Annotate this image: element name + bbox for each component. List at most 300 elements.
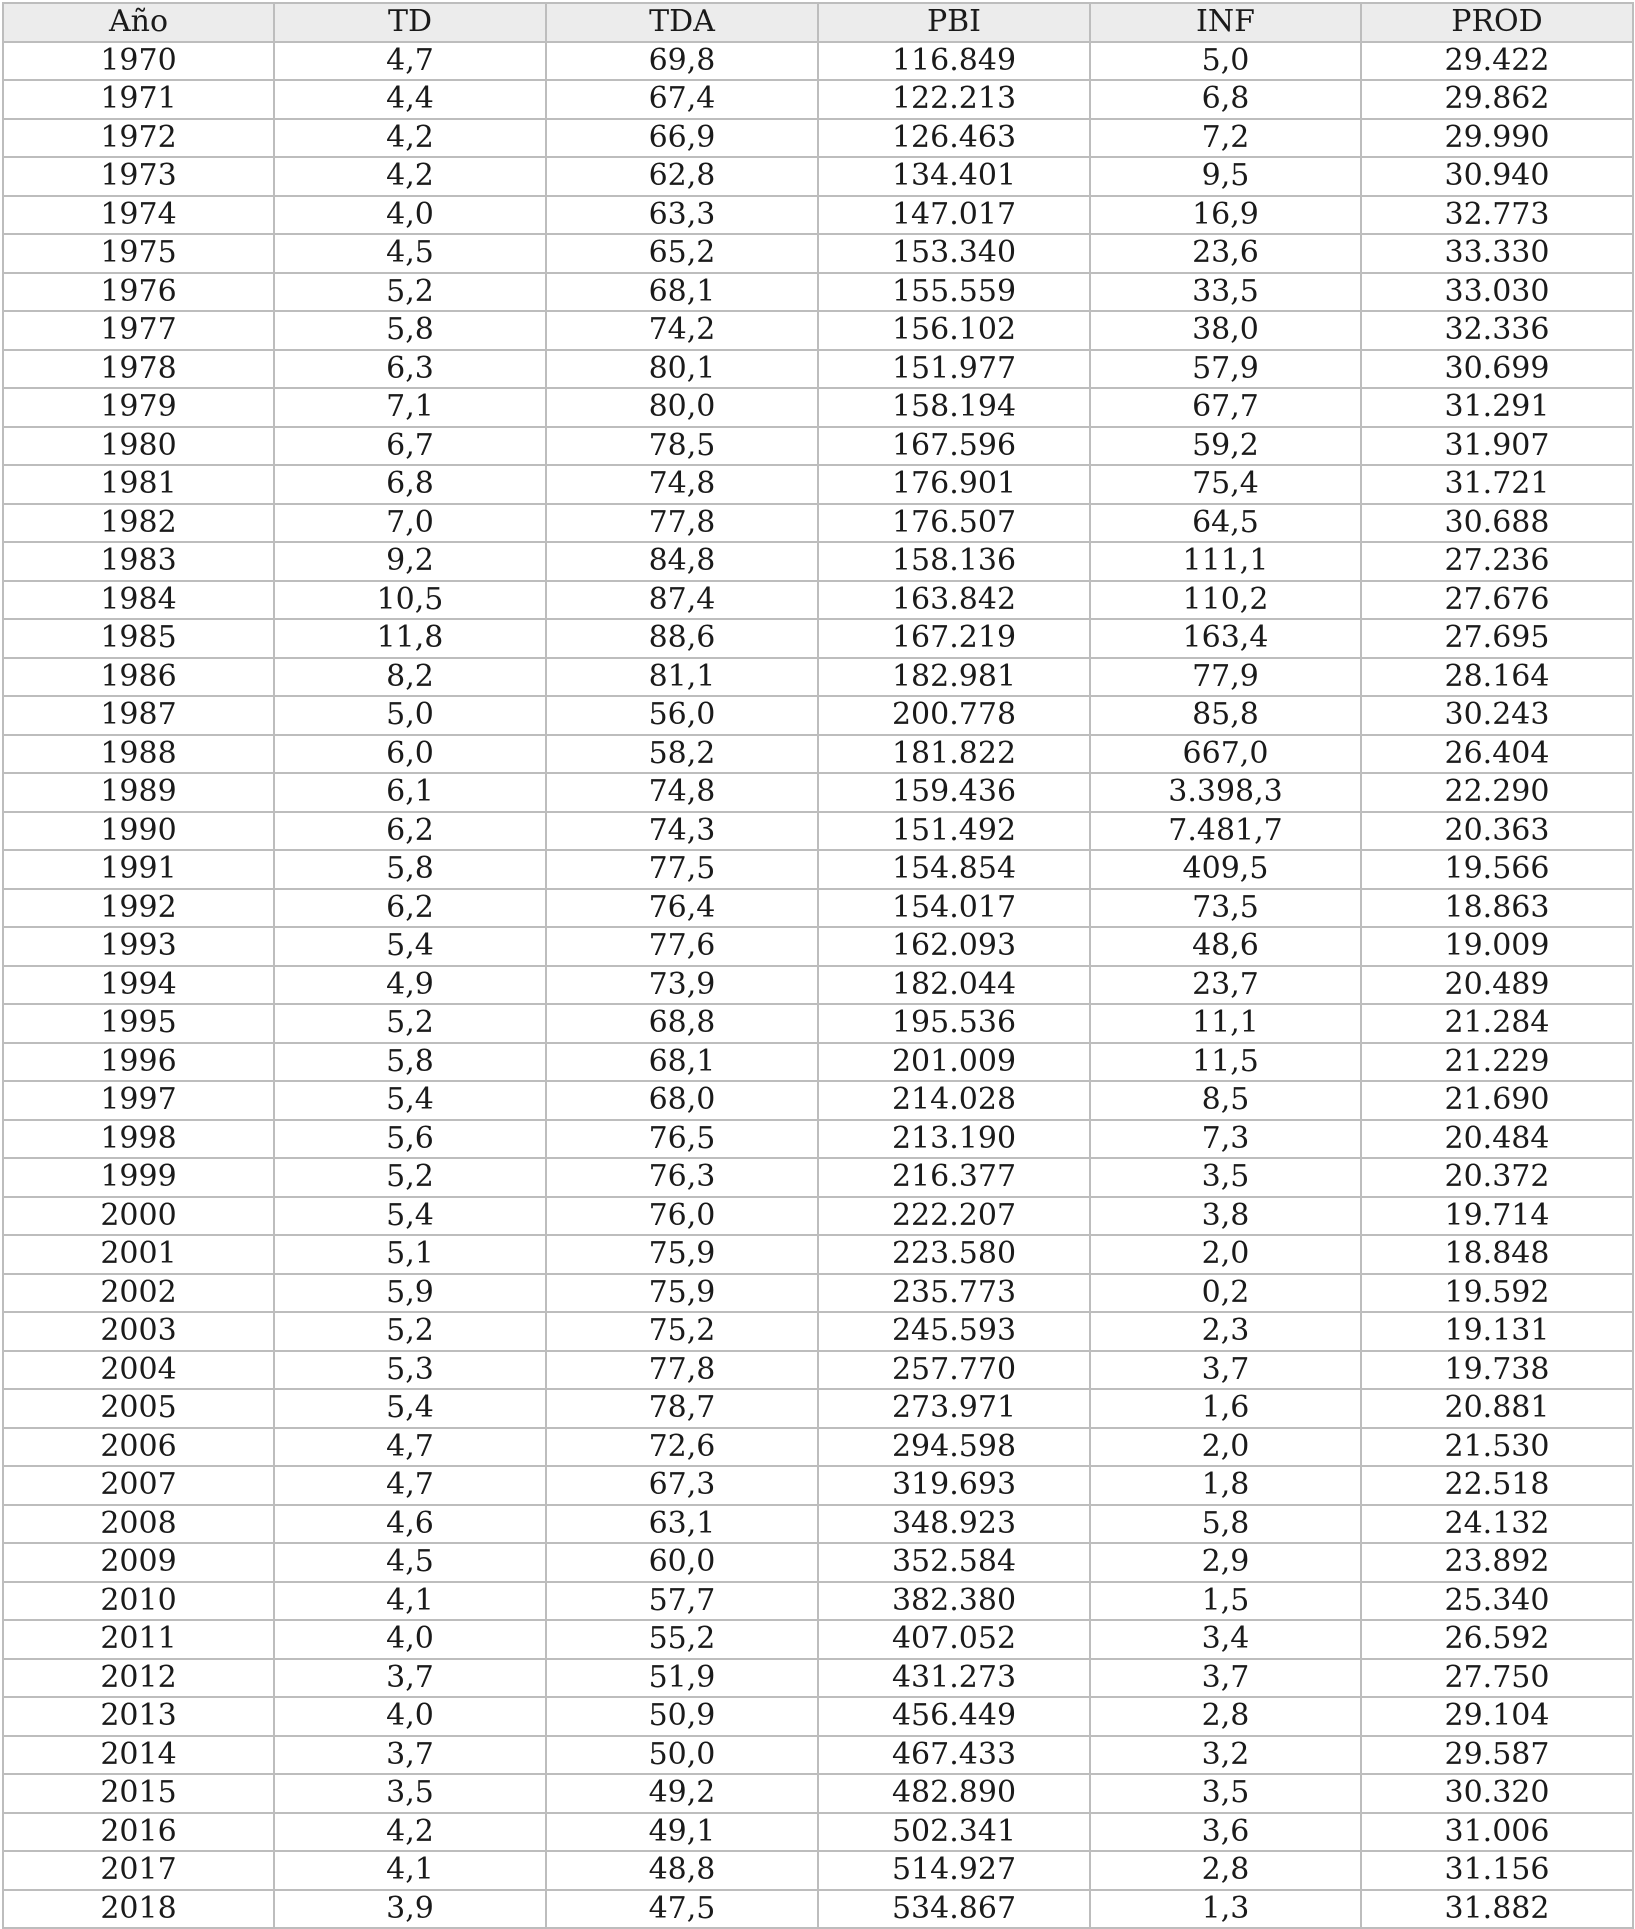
cell-prod: 27.750 — [1361, 1659, 1633, 1698]
table-row — [3, 581, 1633, 620]
table-row — [3, 1004, 1633, 1043]
table-row — [3, 1466, 1633, 1505]
cell-pbi: 153.340 — [818, 234, 1090, 273]
cell-td: 6,2 — [274, 812, 546, 851]
cell-ano: 1985 — [3, 619, 274, 658]
table-row — [3, 350, 1633, 389]
cell-ano: 1986 — [3, 658, 274, 697]
cell-prod: 30.320 — [1361, 1774, 1633, 1813]
cell-td: 5,8 — [274, 1043, 546, 1082]
cell-inf: 73,5 — [1090, 889, 1361, 928]
cell-pbi: 134.401 — [818, 157, 1090, 196]
cell-prod: 29.104 — [1361, 1697, 1633, 1736]
cell-td: 4,0 — [274, 196, 546, 235]
cell-prod: 19.566 — [1361, 850, 1633, 889]
cell-inf: 3,5 — [1090, 1158, 1361, 1197]
cell-ano: 2003 — [3, 1312, 274, 1351]
cell-inf: 2,3 — [1090, 1312, 1361, 1351]
cell-prod: 22.290 — [1361, 773, 1633, 812]
cell-tda: 77,8 — [546, 1351, 818, 1390]
table-row — [3, 1274, 1633, 1313]
cell-ano: 1992 — [3, 889, 274, 928]
cell-tda: 87,4 — [546, 581, 818, 620]
table-row — [3, 1890, 1633, 1929]
cell-tda: 56,0 — [546, 696, 818, 735]
cell-td: 4,0 — [274, 1697, 546, 1736]
cell-ano: 1977 — [3, 311, 274, 350]
cell-td: 5,2 — [274, 1004, 546, 1043]
cell-td: 4,2 — [274, 157, 546, 196]
cell-inf: 75,4 — [1090, 465, 1361, 504]
cell-pbi: 158.136 — [818, 542, 1090, 581]
cell-inf: 163,4 — [1090, 619, 1361, 658]
cell-ano: 1996 — [3, 1043, 274, 1082]
cell-ano: 1995 — [3, 1004, 274, 1043]
cell-tda: 78,5 — [546, 427, 818, 466]
cell-td: 5,1 — [274, 1235, 546, 1274]
cell-inf: 77,9 — [1090, 658, 1361, 697]
cell-ano: 1971 — [3, 80, 274, 119]
cell-inf: 2,9 — [1090, 1543, 1361, 1582]
cell-tda: 65,2 — [546, 234, 818, 273]
cell-td: 6,1 — [274, 773, 546, 812]
cell-ano: 2002 — [3, 1274, 274, 1313]
cell-td: 6,8 — [274, 465, 546, 504]
cell-prod: 26.592 — [1361, 1620, 1633, 1659]
cell-inf: 3,5 — [1090, 1774, 1361, 1813]
cell-ano: 2000 — [3, 1197, 274, 1236]
column-header-pbi: PBI — [818, 3, 1090, 42]
cell-pbi: 319.693 — [818, 1466, 1090, 1505]
cell-td: 3,9 — [274, 1890, 546, 1929]
cell-pbi: 163.842 — [818, 581, 1090, 620]
cell-inf: 1,6 — [1090, 1389, 1361, 1428]
cell-pbi: 182.044 — [818, 966, 1090, 1005]
cell-td: 5,8 — [274, 311, 546, 350]
cell-tda: 75,9 — [546, 1235, 818, 1274]
cell-inf: 59,2 — [1090, 427, 1361, 466]
cell-td: 4,1 — [274, 1582, 546, 1621]
cell-inf: 1,8 — [1090, 1466, 1361, 1505]
cell-tda: 60,0 — [546, 1543, 818, 1582]
cell-tda: 67,4 — [546, 80, 818, 119]
table-row — [3, 619, 1633, 658]
table-row — [3, 1312, 1633, 1351]
cell-tda: 62,8 — [546, 157, 818, 196]
cell-ano: 2013 — [3, 1697, 274, 1736]
cell-pbi: 167.596 — [818, 427, 1090, 466]
cell-pbi: 155.559 — [818, 273, 1090, 312]
cell-inf: 9,5 — [1090, 157, 1361, 196]
cell-prod: 29.862 — [1361, 80, 1633, 119]
cell-pbi: 158.194 — [818, 388, 1090, 427]
cell-prod: 31.156 — [1361, 1851, 1633, 1890]
cell-tda: 49,2 — [546, 1774, 818, 1813]
cell-prod: 19.131 — [1361, 1312, 1633, 1351]
table-row — [3, 427, 1633, 466]
cell-pbi: 176.507 — [818, 504, 1090, 543]
table-row — [3, 658, 1633, 697]
cell-inf: 64,5 — [1090, 504, 1361, 543]
table-row — [3, 1081, 1633, 1120]
cell-ano: 1981 — [3, 465, 274, 504]
cell-tda: 63,3 — [546, 196, 818, 235]
cell-prod: 19.592 — [1361, 1274, 1633, 1313]
table-header — [3, 3, 1633, 42]
cell-ano: 1990 — [3, 812, 274, 851]
cell-tda: 47,5 — [546, 1890, 818, 1929]
cell-td: 4,1 — [274, 1851, 546, 1890]
cell-tda: 80,1 — [546, 350, 818, 389]
table-row — [3, 773, 1633, 812]
cell-inf: 6,8 — [1090, 80, 1361, 119]
cell-td: 4,9 — [274, 966, 546, 1005]
cell-pbi: 456.449 — [818, 1697, 1090, 1736]
cell-ano: 2001 — [3, 1235, 274, 1274]
cell-ano: 1994 — [3, 966, 274, 1005]
cell-inf: 67,7 — [1090, 388, 1361, 427]
table-row — [3, 1736, 1633, 1775]
cell-inf: 48,6 — [1090, 927, 1361, 966]
cell-ano: 1976 — [3, 273, 274, 312]
cell-ano: 2009 — [3, 1543, 274, 1582]
cell-td: 6,2 — [274, 889, 546, 928]
cell-td: 5,4 — [274, 1389, 546, 1428]
cell-inf: 0,2 — [1090, 1274, 1361, 1313]
data-table — [2, 2, 1634, 1929]
cell-pbi: 156.102 — [818, 311, 1090, 350]
cell-pbi: 159.436 — [818, 773, 1090, 812]
cell-inf: 3,4 — [1090, 1620, 1361, 1659]
table-row — [3, 1774, 1633, 1813]
cell-tda: 50,0 — [546, 1736, 818, 1775]
cell-inf: 667,0 — [1090, 735, 1361, 774]
cell-td: 8,2 — [274, 658, 546, 697]
cell-pbi: 147.017 — [818, 196, 1090, 235]
cell-ano: 2010 — [3, 1582, 274, 1621]
cell-td: 10,5 — [274, 581, 546, 620]
cell-tda: 74,8 — [546, 773, 818, 812]
cell-pbi: 431.273 — [818, 1659, 1090, 1698]
cell-td: 4,0 — [274, 1620, 546, 1659]
cell-inf: 8,5 — [1090, 1081, 1361, 1120]
cell-prod: 31.721 — [1361, 465, 1633, 504]
cell-td: 5,4 — [274, 1197, 546, 1236]
cell-pbi: 482.890 — [818, 1774, 1090, 1813]
cell-pbi: 467.433 — [818, 1736, 1090, 1775]
cell-prod: 19.738 — [1361, 1351, 1633, 1390]
cell-prod: 20.372 — [1361, 1158, 1633, 1197]
cell-prod: 18.863 — [1361, 889, 1633, 928]
cell-inf: 5,0 — [1090, 42, 1361, 81]
cell-ano: 1999 — [3, 1158, 274, 1197]
cell-tda: 67,3 — [546, 1466, 818, 1505]
cell-ano: 2011 — [3, 1620, 274, 1659]
cell-pbi: 182.981 — [818, 658, 1090, 697]
cell-ano: 1974 — [3, 196, 274, 235]
cell-inf: 11,5 — [1090, 1043, 1361, 1082]
table-row — [3, 311, 1633, 350]
cell-ano: 2012 — [3, 1659, 274, 1698]
cell-td: 4,7 — [274, 1428, 546, 1467]
cell-ano: 1983 — [3, 542, 274, 581]
table-row — [3, 735, 1633, 774]
cell-inf: 23,7 — [1090, 966, 1361, 1005]
cell-td: 4,2 — [274, 1813, 546, 1852]
table-row — [3, 273, 1633, 312]
cell-prod: 21.284 — [1361, 1004, 1633, 1043]
cell-prod: 24.132 — [1361, 1505, 1633, 1544]
cell-ano: 2005 — [3, 1389, 274, 1428]
cell-inf: 2,0 — [1090, 1428, 1361, 1467]
cell-inf: 57,9 — [1090, 350, 1361, 389]
cell-td: 7,1 — [274, 388, 546, 427]
cell-prod: 20.881 — [1361, 1389, 1633, 1428]
cell-tda: 74,3 — [546, 812, 818, 851]
cell-pbi: 245.593 — [818, 1312, 1090, 1351]
cell-td: 5,8 — [274, 850, 546, 889]
column-header-inf: INF — [1090, 3, 1361, 42]
cell-ano: 1980 — [3, 427, 274, 466]
table-row — [3, 1505, 1633, 1544]
cell-td: 4,4 — [274, 80, 546, 119]
cell-pbi: 382.380 — [818, 1582, 1090, 1621]
table-row — [3, 927, 1633, 966]
cell-pbi: 502.341 — [818, 1813, 1090, 1852]
cell-tda: 77,6 — [546, 927, 818, 966]
cell-prod: 32.773 — [1361, 196, 1633, 235]
cell-td: 7,0 — [274, 504, 546, 543]
cell-inf: 3,7 — [1090, 1351, 1361, 1390]
cell-prod: 26.404 — [1361, 735, 1633, 774]
table-row — [3, 119, 1633, 158]
cell-ano: 1972 — [3, 119, 274, 158]
cell-inf: 3,6 — [1090, 1813, 1361, 1852]
cell-ano: 1984 — [3, 581, 274, 620]
table-row — [3, 504, 1633, 543]
cell-prod: 18.848 — [1361, 1235, 1633, 1274]
cell-prod: 25.340 — [1361, 1582, 1633, 1621]
cell-inf: 2,8 — [1090, 1697, 1361, 1736]
cell-tda: 63,1 — [546, 1505, 818, 1544]
cell-ano: 1975 — [3, 234, 274, 273]
cell-prod: 29.587 — [1361, 1736, 1633, 1775]
cell-tda: 75,9 — [546, 1274, 818, 1313]
table-body — [3, 42, 1633, 1929]
cell-prod: 21.229 — [1361, 1043, 1633, 1082]
cell-inf: 5,8 — [1090, 1505, 1361, 1544]
cell-ano: 2008 — [3, 1505, 274, 1544]
table-row — [3, 696, 1633, 735]
table-row — [3, 80, 1633, 119]
cell-tda: 76,4 — [546, 889, 818, 928]
cell-td: 6,3 — [274, 350, 546, 389]
cell-prod: 20.363 — [1361, 812, 1633, 851]
cell-ano: 1991 — [3, 850, 274, 889]
cell-tda: 78,7 — [546, 1389, 818, 1428]
cell-inf: 3.398,3 — [1090, 773, 1361, 812]
column-header-tda: TDA — [546, 3, 818, 42]
cell-pbi: 273.971 — [818, 1389, 1090, 1428]
cell-pbi: 235.773 — [818, 1274, 1090, 1313]
cell-inf: 11,1 — [1090, 1004, 1361, 1043]
cell-td: 5,2 — [274, 1312, 546, 1351]
cell-inf: 3,8 — [1090, 1197, 1361, 1236]
cell-tda: 77,5 — [546, 850, 818, 889]
cell-td: 6,7 — [274, 427, 546, 466]
cell-pbi: 534.867 — [818, 1890, 1090, 1929]
cell-pbi: 214.028 — [818, 1081, 1090, 1120]
cell-tda: 74,2 — [546, 311, 818, 350]
table-row — [3, 812, 1633, 851]
table-row — [3, 1697, 1633, 1736]
cell-ano: 2004 — [3, 1351, 274, 1390]
cell-ano: 1979 — [3, 388, 274, 427]
cell-td: 4,5 — [274, 1543, 546, 1582]
cell-pbi: 257.770 — [818, 1351, 1090, 1390]
cell-tda: 66,9 — [546, 119, 818, 158]
cell-inf: 7.481,7 — [1090, 812, 1361, 851]
cell-inf: 33,5 — [1090, 273, 1361, 312]
cell-prod: 20.484 — [1361, 1120, 1633, 1159]
cell-tda: 76,3 — [546, 1158, 818, 1197]
cell-tda: 50,9 — [546, 1697, 818, 1736]
cell-prod: 30.699 — [1361, 350, 1633, 389]
cell-tda: 58,2 — [546, 735, 818, 774]
cell-ano: 1970 — [3, 42, 274, 81]
cell-tda: 68,0 — [546, 1081, 818, 1120]
cell-tda: 76,5 — [546, 1120, 818, 1159]
cell-pbi: 176.901 — [818, 465, 1090, 504]
cell-tda: 68,8 — [546, 1004, 818, 1043]
cell-ano: 1973 — [3, 157, 274, 196]
table-row — [3, 542, 1633, 581]
cell-ano: 1993 — [3, 927, 274, 966]
table-row — [3, 1428, 1633, 1467]
table-row — [3, 889, 1633, 928]
cell-tda: 77,8 — [546, 504, 818, 543]
column-header-td: TD — [274, 3, 546, 42]
cell-td: 11,8 — [274, 619, 546, 658]
cell-td: 5,9 — [274, 1274, 546, 1313]
table-row — [3, 1659, 1633, 1698]
cell-tda: 69,8 — [546, 42, 818, 81]
cell-ano: 1998 — [3, 1120, 274, 1159]
cell-inf: 2,8 — [1090, 1851, 1361, 1890]
cell-td: 5,4 — [274, 927, 546, 966]
cell-pbi: 122.213 — [818, 80, 1090, 119]
cell-prod: 19.009 — [1361, 927, 1633, 966]
cell-pbi: 200.778 — [818, 696, 1090, 735]
cell-inf: 85,8 — [1090, 696, 1361, 735]
cell-inf: 110,2 — [1090, 581, 1361, 620]
cell-td: 5,2 — [274, 273, 546, 312]
cell-inf: 7,3 — [1090, 1120, 1361, 1159]
cell-td: 3,5 — [274, 1774, 546, 1813]
cell-prod: 23.892 — [1361, 1543, 1633, 1582]
table-row — [3, 1813, 1633, 1852]
cell-prod: 21.530 — [1361, 1428, 1633, 1467]
cell-pbi: 151.977 — [818, 350, 1090, 389]
cell-prod: 30.688 — [1361, 504, 1633, 543]
cell-tda: 81,1 — [546, 658, 818, 697]
column-header-ano: Año — [3, 3, 274, 42]
cell-pbi: 294.598 — [818, 1428, 1090, 1467]
cell-tda: 74,8 — [546, 465, 818, 504]
cell-prod: 22.518 — [1361, 1466, 1633, 1505]
table-row — [3, 1851, 1633, 1890]
cell-pbi: 162.093 — [818, 927, 1090, 966]
cell-ano: 1982 — [3, 504, 274, 543]
cell-inf: 1,5 — [1090, 1582, 1361, 1621]
cell-td: 5,2 — [274, 1158, 546, 1197]
cell-td: 4,7 — [274, 42, 546, 81]
cell-td: 3,7 — [274, 1659, 546, 1698]
cell-tda: 72,6 — [546, 1428, 818, 1467]
cell-tda: 68,1 — [546, 1043, 818, 1082]
cell-inf: 3,7 — [1090, 1659, 1361, 1698]
table-row — [3, 850, 1633, 889]
cell-inf: 16,9 — [1090, 196, 1361, 235]
table-row — [3, 1120, 1633, 1159]
table-row — [3, 465, 1633, 504]
table-row — [3, 157, 1633, 196]
cell-prod: 31.006 — [1361, 1813, 1633, 1852]
cell-ano: 2015 — [3, 1774, 274, 1813]
cell-tda: 84,8 — [546, 542, 818, 581]
cell-tda: 88,6 — [546, 619, 818, 658]
cell-tda: 76,0 — [546, 1197, 818, 1236]
column-header-prod: PROD — [1361, 3, 1633, 42]
cell-prod: 31.291 — [1361, 388, 1633, 427]
cell-ano: 1997 — [3, 1081, 274, 1120]
cell-tda: 55,2 — [546, 1620, 818, 1659]
cell-td: 4,2 — [274, 119, 546, 158]
cell-tda: 48,8 — [546, 1851, 818, 1890]
cell-prod: 29.990 — [1361, 119, 1633, 158]
cell-td: 4,5 — [274, 234, 546, 273]
cell-inf: 409,5 — [1090, 850, 1361, 889]
cell-prod: 27.676 — [1361, 581, 1633, 620]
cell-pbi: 352.584 — [818, 1543, 1090, 1582]
cell-ano: 1987 — [3, 696, 274, 735]
cell-prod: 30.940 — [1361, 157, 1633, 196]
table-row — [3, 1389, 1633, 1428]
cell-td: 9,2 — [274, 542, 546, 581]
cell-pbi: 222.207 — [818, 1197, 1090, 1236]
table-row — [3, 1158, 1633, 1197]
cell-prod: 30.243 — [1361, 696, 1633, 735]
cell-pbi: 151.492 — [818, 812, 1090, 851]
cell-pbi: 154.017 — [818, 889, 1090, 928]
cell-prod: 20.489 — [1361, 966, 1633, 1005]
cell-td: 4,6 — [274, 1505, 546, 1544]
cell-pbi: 126.463 — [818, 119, 1090, 158]
cell-tda: 73,9 — [546, 966, 818, 1005]
cell-ano: 1989 — [3, 773, 274, 812]
cell-prod: 19.714 — [1361, 1197, 1633, 1236]
cell-td: 5,0 — [274, 696, 546, 735]
cell-prod: 33.330 — [1361, 234, 1633, 273]
cell-tda: 51,9 — [546, 1659, 818, 1698]
cell-pbi: 195.536 — [818, 1004, 1090, 1043]
cell-prod: 28.164 — [1361, 658, 1633, 697]
table-row — [3, 1582, 1633, 1621]
cell-prod: 27.695 — [1361, 619, 1633, 658]
cell-inf: 1,3 — [1090, 1890, 1361, 1929]
cell-pbi: 213.190 — [818, 1120, 1090, 1159]
cell-pbi: 348.923 — [818, 1505, 1090, 1544]
